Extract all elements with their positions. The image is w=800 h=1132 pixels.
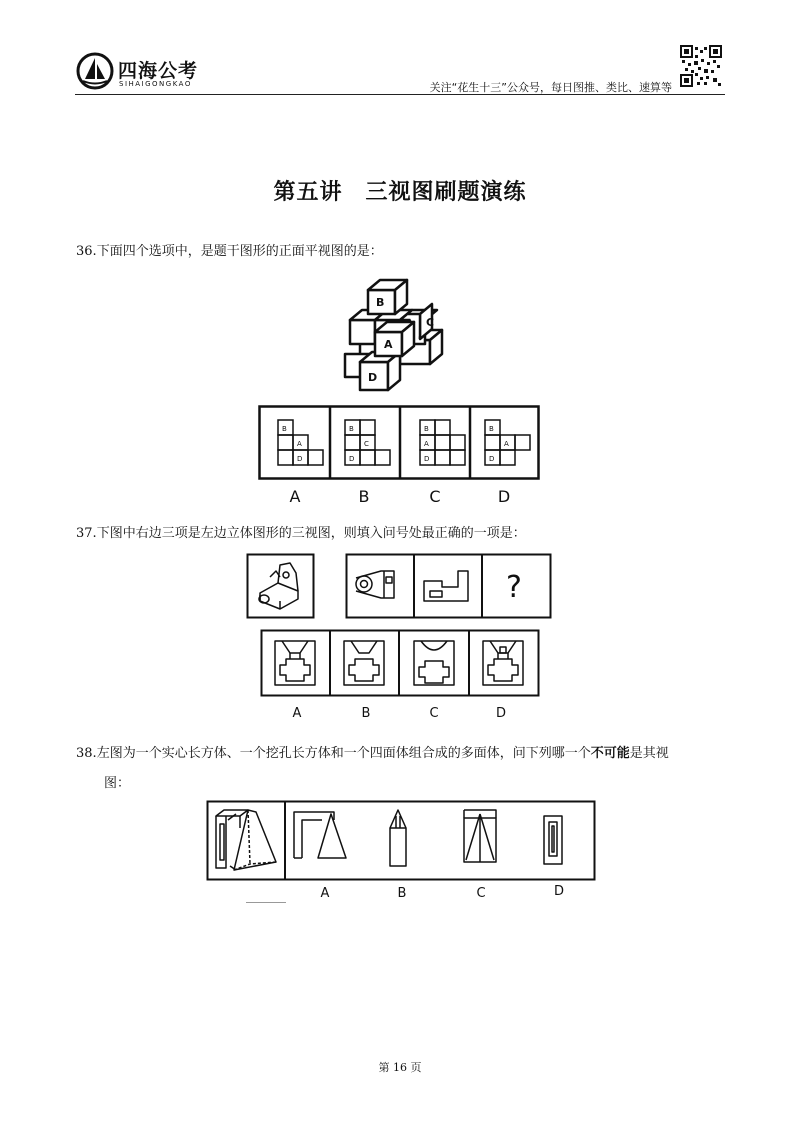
header-divider xyxy=(75,94,725,95)
cell-label-d: D xyxy=(297,455,303,463)
question-emphasis: 不可能 xyxy=(590,746,630,761)
q36-option-d-label: D xyxy=(497,487,511,506)
question-text: 下图中右边三项是左边立体图形的三视图，则填入问号处最正确的一项是： xyxy=(96,526,526,541)
q37-option-a-label: A xyxy=(292,706,302,721)
q38-option-c-label: C xyxy=(476,886,486,901)
cell-label-c: C xyxy=(364,440,369,448)
question-text-tail: 是其视 xyxy=(629,746,669,761)
question-37-text xyxy=(76,524,526,544)
header xyxy=(0,0,800,100)
question-text: 左图为一个实心长方体、一个挖孔长方体和一个四面体组合成的多面体，问下列哪一个 xyxy=(96,746,591,761)
question-mark: ? xyxy=(506,570,522,605)
q36-cube-stack-figure xyxy=(340,272,460,397)
cell-label-b: B xyxy=(424,425,429,433)
q36-options-figure xyxy=(258,405,540,480)
cell-label-a: A xyxy=(424,440,429,448)
cell-label-d: D xyxy=(424,455,430,463)
q37-option-b-label: B xyxy=(361,706,371,721)
q37-option-c-label: C xyxy=(429,706,439,721)
cube-label-d: D xyxy=(368,371,378,384)
page-number: 第 16 页 xyxy=(378,1061,422,1074)
logo-icon xyxy=(76,52,114,90)
q37-option-d-label: D xyxy=(495,706,506,721)
header-note: 关注“花生十三”公众号，每日图推、类比、速算等 xyxy=(429,81,672,94)
logo-subtext: SIHAIGONGKAO xyxy=(119,80,192,88)
q36-option-a-label: A xyxy=(289,487,301,506)
question-number: 37. xyxy=(76,526,97,541)
cell-label-b: B xyxy=(349,425,354,433)
cube-label-c: C xyxy=(426,316,435,329)
q38-option-d-label: D xyxy=(553,884,564,899)
q38-option-a-label: A xyxy=(320,886,330,901)
cube-label-b: B xyxy=(376,296,385,309)
cell-label-b: B xyxy=(489,425,494,433)
logo-text: 四海公考 xyxy=(118,60,199,82)
q38-figure xyxy=(206,800,596,882)
q37-options-figure xyxy=(260,629,540,697)
cell-label-b: B xyxy=(282,425,287,433)
question-38-text-line2: 图： xyxy=(104,776,131,791)
cube-label-a: A xyxy=(384,338,393,351)
question-36-text xyxy=(76,242,383,262)
q37-views-figure xyxy=(246,553,552,619)
cell-label-a: A xyxy=(504,440,509,448)
cell-label-a: A xyxy=(297,440,302,448)
page-title: 第五讲 三视图刷题演练 xyxy=(273,180,527,205)
question-number: 36. xyxy=(76,244,97,259)
cell-label-d: D xyxy=(489,455,495,463)
question-38-text xyxy=(76,744,736,764)
q36-option-b-label: B xyxy=(358,487,370,506)
question-text: 下面四个选项中，是题干图形的正面平视图的是： xyxy=(96,244,383,259)
q38-option-b-label: B xyxy=(397,886,407,901)
question-number: 38. xyxy=(76,746,97,761)
q36-option-c-label: C xyxy=(429,487,441,506)
cell-label-d: D xyxy=(349,455,355,463)
q38-figure-underline xyxy=(246,902,286,903)
qr-code-icon xyxy=(680,45,722,87)
